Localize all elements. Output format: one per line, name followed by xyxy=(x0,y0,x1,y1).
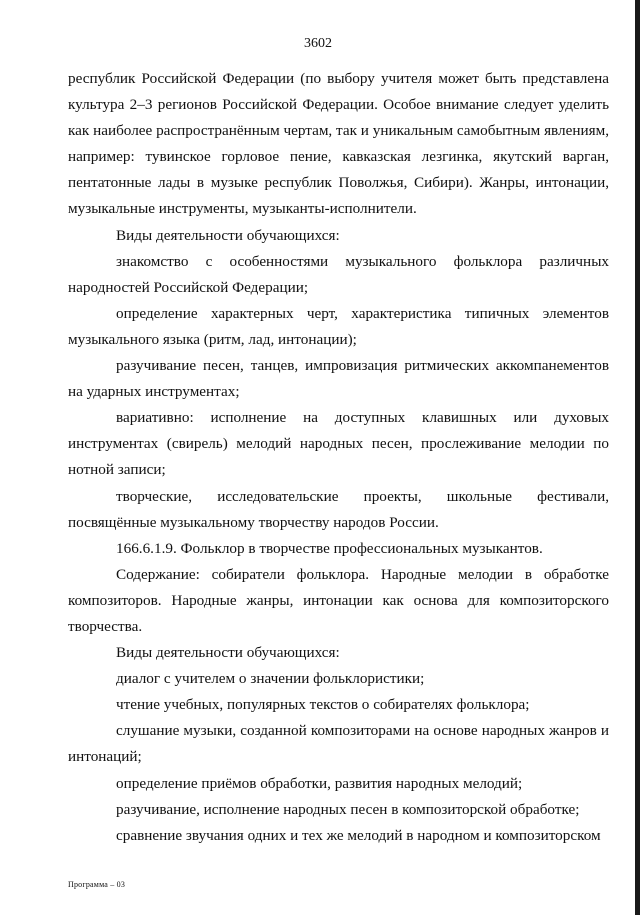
paragraph-15: разучивание, исполнение народных песен в композиторской обработке; xyxy=(116,800,580,818)
page-edge xyxy=(635,0,640,915)
paragraph-9: Содержание: собиратели фольклора. Народные мелодии в обработке композиторов. Народные жанры, интонации как основа для композиторского творчества. xyxy=(68,565,609,635)
paragraph-13: слушание музыки, созданной композиторами на основе народных жанров и интонаций; xyxy=(68,722,609,766)
section-heading: 166.6.1.9. Фольклор в творчестве профессиональных музыкантов. xyxy=(116,539,543,557)
paragraph-2: Виды деятельности обучающихся: xyxy=(116,226,340,244)
paragraph-12: чтение учебных, популярных текстов о собирателях фольклора; xyxy=(116,696,530,714)
paragraph-10: Виды деятельности обучающихся: xyxy=(116,644,340,662)
paragraph-1: республик Российской Федерации (по выбору учителя может быть представлена культура 2–3 регионов Российской Федерации. Особое внимание следует уделить как наиболее распространённым чертам, так и уникальным самобытным явлениям, например: тувинское горловое пение, кавказская лезгинка, якутский варган, пентатонные лады в музыке республик Поволжья, Сибири). Жанры, интонации, музыкальные инструменты, музыканты-исполнители. xyxy=(68,70,609,218)
paragraph-16: сравнение звучания одних и тех же мелодий в народном и композиторском xyxy=(116,826,601,844)
paragraph-11: диалог с учителем о значении фольклористики; xyxy=(116,670,425,688)
paragraph-5: разучивание песен, танцев, импровизация ритмических аккомпанементов на ударных инструментах; xyxy=(68,357,609,401)
footer-label: Программа – 03 xyxy=(68,880,126,889)
paragraph-4: определение характерных черт, характеристика типичных элементов музыкального языка (ритм, лад, интонации); xyxy=(68,304,609,348)
paragraph-3: знакомство с особенностями музыкального фольклора различных народностей Российской Федерации; xyxy=(68,252,609,296)
paragraph-14: определение приёмов обработки, развития народных мелодий; xyxy=(116,774,523,792)
paragraph-6: вариативно: исполнение на доступных клавишных или духовых инструментах (свирель) мелодий народных песен, прослеживание мелодии по нотной записи; xyxy=(68,409,609,479)
page-number: 3602 xyxy=(304,36,332,51)
paragraph-7: творческие, исследовательские проекты, школьные фестивали, посвящённые музыкальному творчеству народов России. xyxy=(68,487,609,531)
document-body xyxy=(68,66,609,849)
